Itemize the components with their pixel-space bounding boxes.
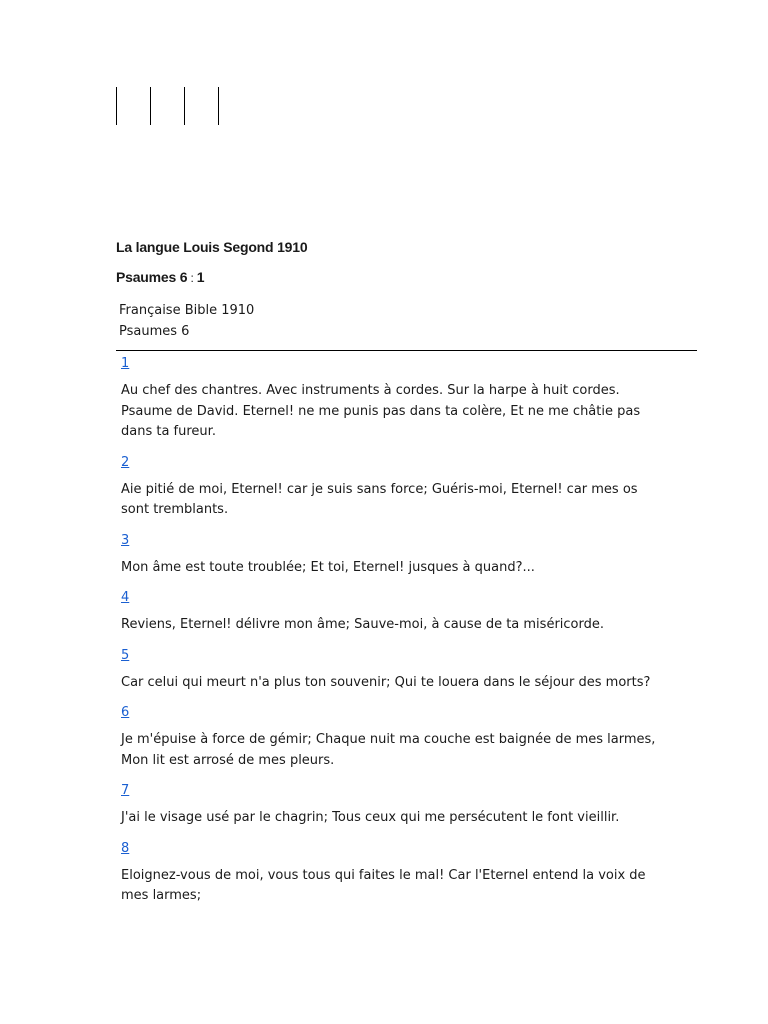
verse-number-link[interactable]: 7 — [121, 783, 130, 798]
tab-divider — [150, 87, 151, 125]
verse-text: J'ai le visage usé par le chagrin; Tous ceux qui me persécutent le font vieillir. — [121, 810, 620, 825]
tab-separators — [116, 87, 220, 125]
divider — [116, 350, 697, 351]
verse — [121, 586, 661, 636]
verse-number-link[interactable]: 8 — [121, 840, 130, 856]
tab-divider — [184, 87, 185, 125]
page-title: La langue Louis Segond 1910 — [116, 239, 308, 255]
verse-number-link[interactable]: 1 — [121, 356, 130, 371]
verse-number-link[interactable]: 5 — [121, 647, 130, 663]
verse-text: Au chef des chantres. Avec instruments à cordes. Sur la harpe à huit cordes. Psaume de David. Eternel! ne me punis pas dans ta colère, Et ne me châtie pas dans ta fureur. — [121, 383, 641, 439]
page-subtitle — [116, 269, 204, 285]
verse-text: Eloignez-vous de moi, vous tous qui faites le mal! Car l'Eternel entend la voix de mes larmes; — [121, 867, 646, 903]
verse — [121, 644, 661, 694]
subtitle-verse: 1 — [196, 269, 205, 285]
chapter-label: Psaumes 6 — [119, 324, 190, 339]
verse-text: Mon âme est toute troublée; Et toi, Eternel! jusques à quand?... — [121, 559, 535, 575]
verse-text: Aie pitié de moi, Eternel! car je suis sans force; Guéris-moi, Eternel! car mes os sont tremblants. — [121, 481, 638, 517]
verse — [121, 701, 661, 771]
tab-divider — [218, 87, 219, 125]
verse — [121, 837, 661, 907]
verse-number-link[interactable]: 6 — [121, 705, 130, 720]
verse — [121, 779, 661, 829]
verse-text: Je m'épuise à force de gémir; Chaque nuit ma couche est baignée de mes larmes, Mon lit est arrosé de mes pleurs. — [121, 732, 656, 768]
verse-number-link[interactable]: 3 — [121, 532, 130, 548]
verse — [121, 451, 661, 521]
verse-number-link[interactable]: 2 — [121, 454, 130, 470]
verse-text: Reviens, Eternel! délivre mon âme; Sauve-moi, à cause de ta miséricorde. — [121, 617, 604, 632]
tab-divider — [116, 87, 117, 125]
subtitle-book: Psaumes 6 — [116, 269, 188, 285]
subtitle-separator: : — [187, 271, 197, 285]
verse-list — [121, 352, 661, 915]
verse-number-link[interactable]: 4 — [121, 590, 130, 605]
bible-meta — [119, 300, 254, 342]
verse-text: Car celui qui meurt n'a plus ton souvenir; Qui te louera dans le séjour des morts? — [121, 674, 651, 690]
verse — [121, 352, 661, 443]
bible-version: Française Bible 1910 — [119, 303, 255, 318]
verse — [121, 529, 661, 579]
